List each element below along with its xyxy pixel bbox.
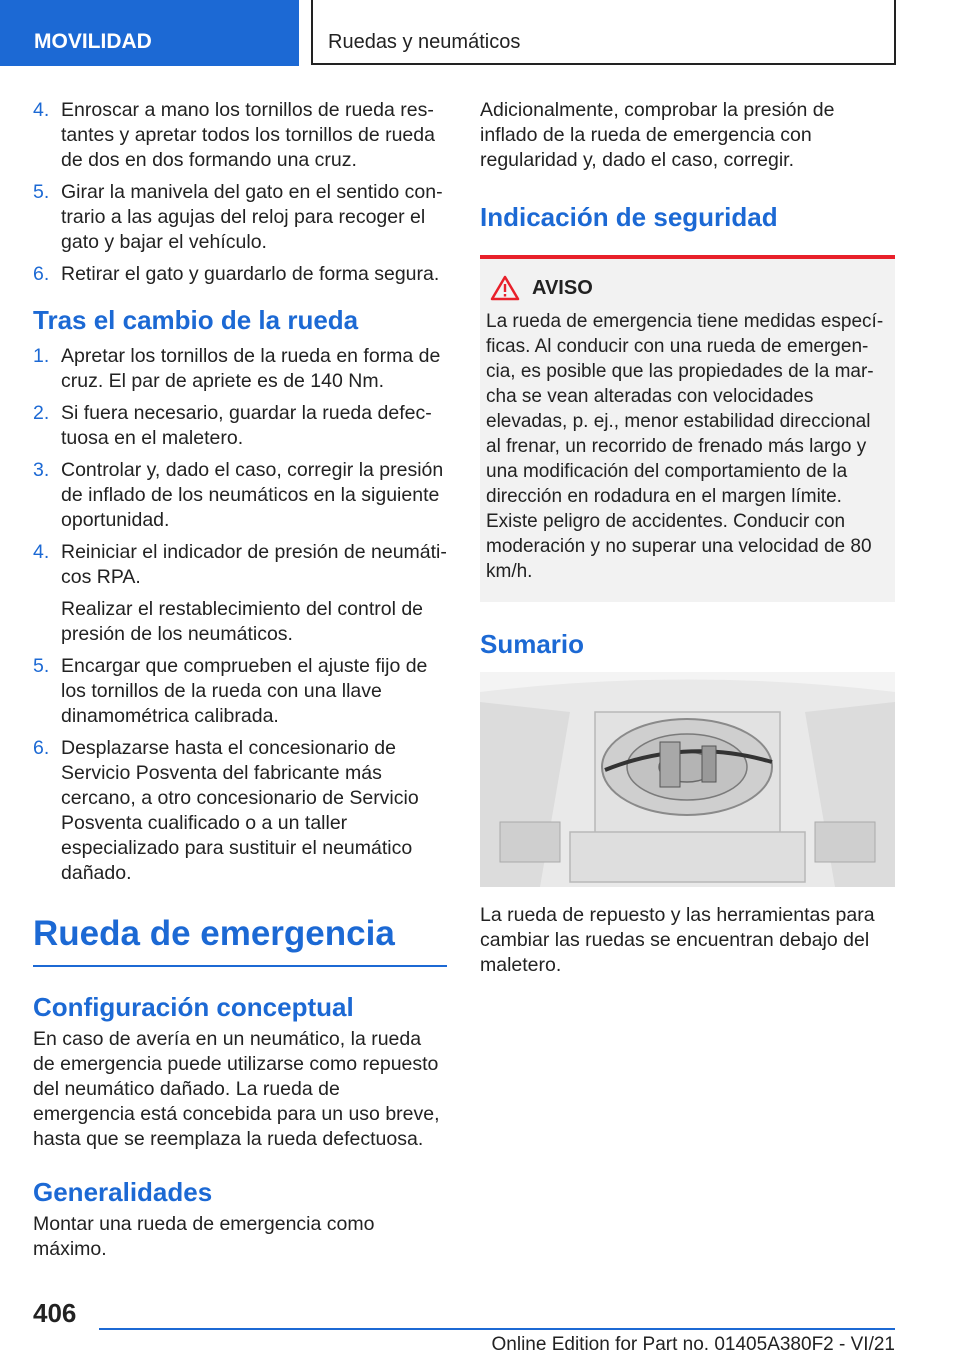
- list-item: [33, 180, 447, 255]
- heading-generalidades: Generalidades: [33, 1177, 213, 1207]
- list-item: [33, 540, 447, 647]
- step-subtext: Realizar el restablecimiento del control de presión de los neumáticos.: [61, 598, 424, 645]
- list-item: [33, 262, 447, 287]
- step-number: 2.: [33, 402, 50, 424]
- steps-list-b: [33, 344, 447, 886]
- step-number: 1.: [33, 345, 50, 367]
- general-paragraph: Montar una rueda de emergencia como máximo.: [33, 1213, 375, 1260]
- step-number: 5.: [33, 181, 50, 203]
- header-section-tab: MOVILIDAD: [0, 0, 299, 66]
- header-chapter-title: Ruedas y neumáticos: [311, 0, 896, 65]
- list-item: [33, 458, 447, 533]
- heading-indicacion-seguridad: Indicación de seguridad: [480, 202, 778, 232]
- list-item: [33, 98, 447, 173]
- step-number: 4.: [33, 99, 50, 121]
- left-column: [33, 98, 447, 1262]
- step-text: Si fuera necesario, guardar la rueda defectuosa en el maletero.: [61, 402, 432, 449]
- footer-rule: [99, 1328, 895, 1330]
- heading-configuracion: Configuración conceptual: [33, 992, 354, 1022]
- list-item: [33, 344, 447, 394]
- heading-underline: [33, 965, 447, 967]
- step-number: 5.: [33, 655, 50, 677]
- warning-text: La rueda de emergencia tiene medidas específicas. Al conducir con una rueda de emergencia, es posible que las propiedades de la marcha se vean alteradas con velocidades elevadas, p. ej., menor estabilidad direccional al frenar, un recorrido de frenado más largo y una modificación del comportamiento de la dirección en rodadura en el margen límite. Existe peligro de accidentes. Conducir con moderación y no superar una velocidad de 80 km/h.: [486, 311, 884, 582]
- intro-paragraph: Adicionalmente, comprobar la presión de inflado de la rueda de emergencia con regularidad y, dado el caso, corregir.: [480, 99, 835, 171]
- step-number: 3.: [33, 459, 50, 481]
- step-number: 6.: [33, 263, 50, 285]
- footer-edition: Online Edition for Part no. 01405A380F2 - VI/21: [491, 1334, 895, 1355]
- step-text: Girar la manivela del gato en el sentido contrario a las agujas del reloj para recoger el gato y bajar el vehículo.: [61, 181, 443, 253]
- right-column: [480, 98, 895, 978]
- heading-rueda-de-emergencia: Rueda de emergencia: [33, 914, 395, 953]
- step-text: Controlar y, dado el caso, corregir la presión de inflado de los neumáticos en la siguiente oportunidad.: [61, 459, 444, 531]
- list-item: [33, 401, 447, 451]
- step-text: Reiniciar el indicador de presión de neumáticos RPA.: [61, 541, 447, 588]
- warning-header: [486, 275, 889, 301]
- heading-sumario: Sumario: [480, 629, 585, 659]
- step-number: 4.: [33, 541, 50, 563]
- config-paragraph: En caso de avería en un neumático, la rueda de emergencia puede utilizarse como repuesto del neumático dañado. La rueda de emergencia está concebida para un uso breve, hasta que se reemplaza la rueda defectuosa.: [33, 1028, 440, 1150]
- steps-list-a: [33, 98, 447, 287]
- trunk-spare-wheel-image: [480, 672, 895, 887]
- list-item: [33, 654, 447, 729]
- step-text: Enroscar a mano los tornillos de rueda restantes y apretar todos los tornillos de rueda de dos en dos formando una cruz.: [61, 99, 435, 171]
- figure-caption: La rueda de repuesto y las herramientas para cambiar las ruedas se encuentran debajo del maletero.: [480, 904, 875, 976]
- warning-box: [480, 255, 895, 602]
- step-text: Retirar el gato y guardarlo de forma segura.: [61, 263, 440, 285]
- page-number: 406: [33, 1298, 77, 1328]
- warning-triangle-icon: [490, 275, 520, 301]
- heading-tras-el-cambio: Tras el cambio de la rueda: [33, 305, 359, 335]
- step-text: Encargar que comprueben el ajuste fijo de los tornillos de la rueda con una llave dinamométrica calibrada.: [61, 655, 428, 727]
- step-text: Desplazarse hasta el concesionario de Servicio Posventa del fabricante más cercano, a otro concesionario de Servicio Posventa cualificado o a un taller especializado para sustituir el neumático dañado.: [61, 737, 419, 884]
- step-text: Apretar los tornillos de la rueda en forma de cruz. El par de apriete es de 140 Nm.: [61, 345, 441, 392]
- step-number: 6.: [33, 737, 50, 759]
- warning-title: AVISO: [532, 276, 593, 299]
- list-item: [33, 736, 447, 886]
